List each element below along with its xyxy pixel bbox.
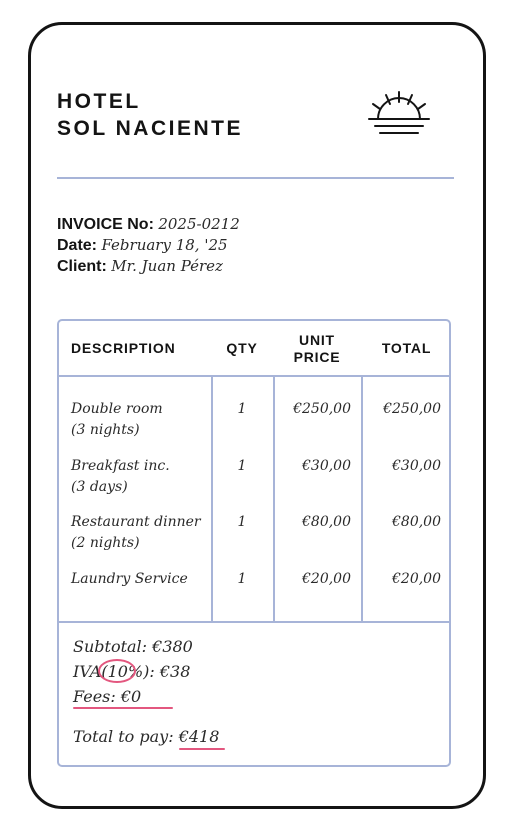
summary-separator [59, 621, 449, 623]
hotel-name-line2: SOL NACIENTE [57, 117, 243, 140]
col-header-unit-price-line1: UNIT [299, 331, 335, 348]
table-row-total: €250,00 [383, 401, 441, 417]
invoice-client-row [57, 256, 240, 277]
col-header-qty: QTY [226, 340, 258, 356]
table-row-description: Laundry Service [71, 571, 188, 587]
table-row-total: €80,00 [392, 514, 441, 530]
invoice-number-label: INVOICE No: [57, 216, 154, 233]
invoice-client-value: Mr. Juan Pérez [111, 257, 223, 275]
iva [73, 662, 190, 681]
fees-underline [73, 707, 173, 709]
subtotal [73, 637, 193, 656]
total-value: €418 [178, 727, 220, 746]
invoice-date-label: Date: [57, 237, 98, 254]
subtotal-label: Subtotal: [73, 637, 148, 656]
line-items-table [57, 319, 451, 767]
fees: Fees: €0 [73, 687, 142, 706]
table-row-unit-price: €30,00 [302, 458, 351, 474]
col-header-description: DESCRIPTION [71, 340, 176, 356]
invoice-number-row [57, 214, 240, 235]
table-row-description: Double room (3 nights) [71, 401, 163, 438]
sunrise-icon [366, 88, 432, 140]
table-row-qty: 1 [237, 571, 247, 587]
invoice-meta [57, 214, 240, 277]
hotel-name-line1: HOTEL [57, 90, 141, 113]
total-label: Total to pay: [73, 727, 174, 746]
col-header-total: TOTAL [381, 340, 432, 356]
total-to-pay [73, 727, 219, 746]
total-underline [179, 748, 225, 750]
table-row-total: €30,00 [392, 458, 441, 474]
table-row-description: Breakfast inc. (3 days) [71, 458, 170, 495]
header-separator [59, 375, 449, 377]
table-row-description: Restaurant dinner (2 nights) [71, 514, 201, 551]
invoice-client-label: Client: [57, 258, 107, 275]
table-row-qty: 1 [237, 401, 247, 417]
hotel-name [57, 88, 243, 142]
table-row-qty: 1 [237, 514, 247, 530]
invoice-date-row [57, 235, 240, 256]
table-row-unit-price: €20,00 [302, 571, 351, 587]
iva-value: : €38 [149, 662, 191, 681]
invoice-date-value: February 18, '25 [101, 236, 228, 254]
iva-rate: (10%) [101, 662, 149, 681]
invoice-number-value: 2025-0212 [158, 215, 240, 233]
col-header-unit-price [274, 321, 360, 376]
subtotal-value: €380 [152, 637, 193, 656]
table-row-unit-price: €80,00 [302, 514, 351, 530]
table-row-total: €20,00 [392, 571, 441, 587]
iva-label: IVA [73, 662, 102, 681]
col-header-unit-price-line2: PRICE [293, 348, 341, 365]
table-row-unit-price: €250,00 [293, 401, 351, 417]
table-row-qty: 1 [237, 458, 247, 474]
header-divider [57, 177, 454, 179]
